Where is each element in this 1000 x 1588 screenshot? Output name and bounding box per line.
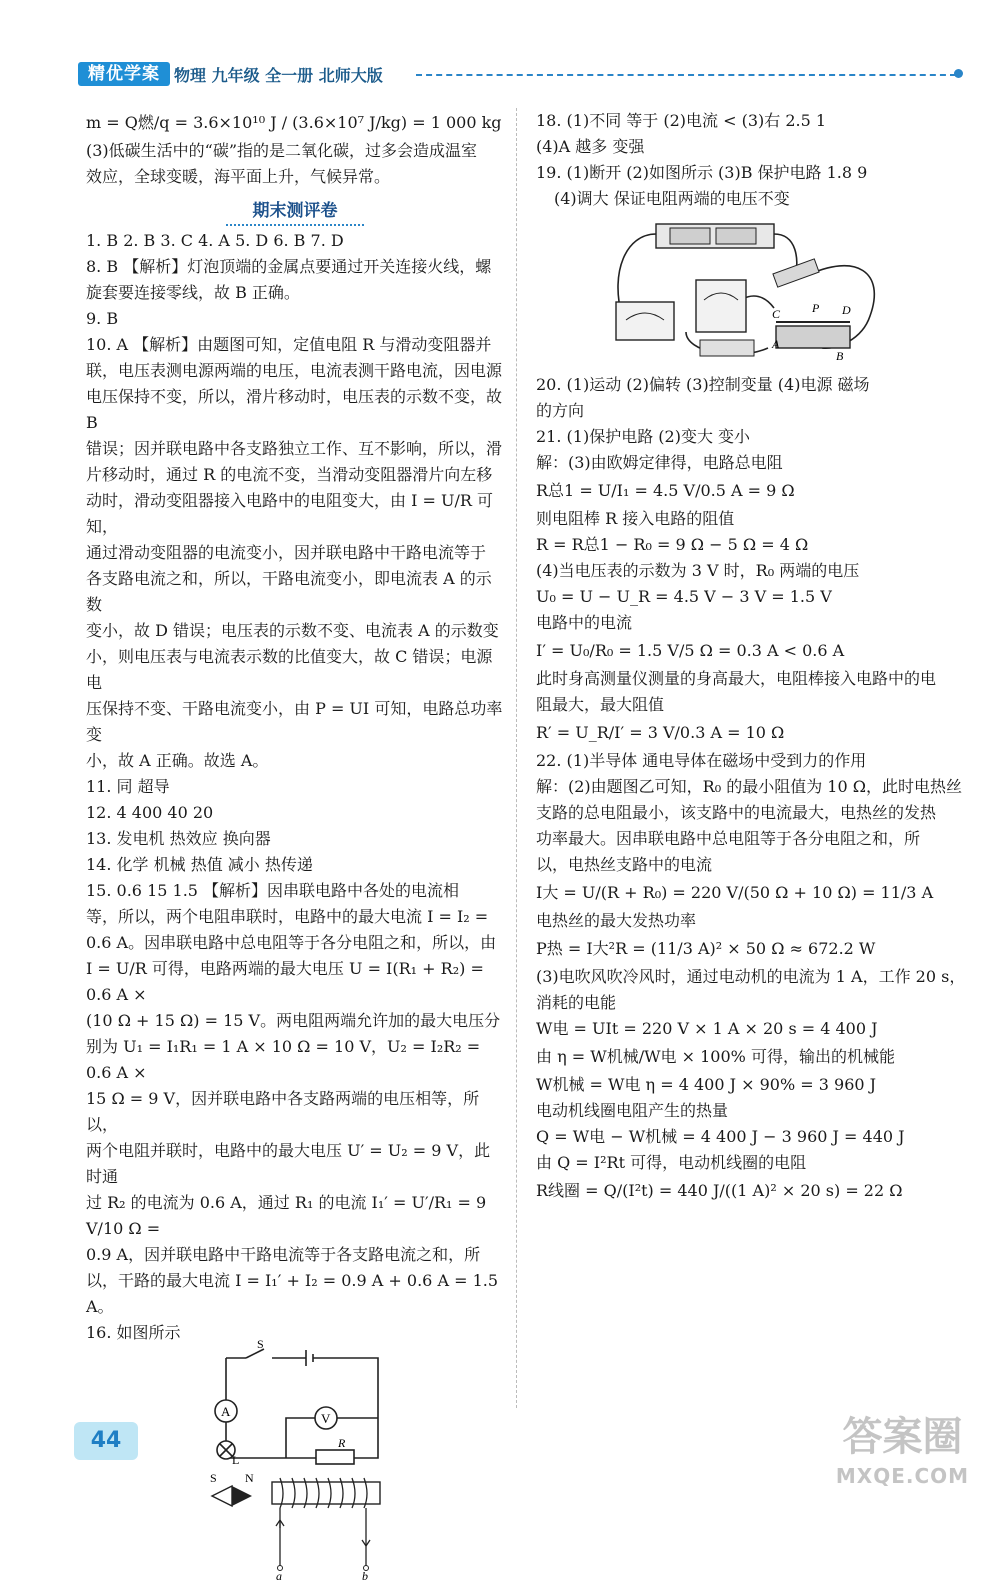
answer-line: 别为 U₁ = I₁R₁ = 1 A × 10 Ω = 10 V，U₂ = I₂R₂ = 0.6 A × <box>86 1037 481 1082</box>
answer-line: 旋套要连接零线，故 B 正确。 <box>86 283 300 302</box>
answer-line: m = Q燃/q = 3.6×10¹⁰ J / (3.6×10⁷ J/kg) = 1 000 kg <box>86 113 502 132</box>
answer-line: 片移动时，通过 R 的电流不变，当滑动变阻器滑片向左移 <box>86 465 493 484</box>
answer-line: R = R总1 − R₀ = 9 Ω − 5 Ω = 4 Ω <box>536 535 809 554</box>
answer-line: (4)调大 保证电阻两端的电压不变 <box>554 189 790 208</box>
answer-line: 由 Q = I²Rt 可得，电动机线圈的电阻 <box>536 1153 807 1172</box>
circuit-19-svg <box>536 212 966 372</box>
answer-line: 11. 同 超导 <box>86 777 170 796</box>
answer-line: (3)电吹风吹冷风时，通过电动机的电流为 1 A，工作 20 s， <box>536 967 966 986</box>
answer-line: 变小，故 D 错误；电压表的示数不变、电流表 A 的示数变 <box>86 621 499 640</box>
answer-line: 小，则电压表与电流表示数的比值变大，故 C 错误；电源电 <box>86 647 493 692</box>
answer-line: 22. (1)半导体 通电导体在磁场中受到力的作用 <box>536 751 867 770</box>
answer-line: R总1 = U/I₁ = 4.5 V/0.5 A = 9 Ω <box>536 481 795 500</box>
answer-line: 13. 发电机 热效应 换向器 <box>86 829 271 848</box>
answer-line: 电动机线圈电阻产生的热量 <box>536 1101 729 1120</box>
section-title: 期末测评卷 <box>86 198 504 224</box>
answer-line: 两个电阻并联时，电路中的最大电压 U′ = U₂ = 9 V，此时通 <box>86 1141 491 1186</box>
answer-line: 15. 0.6 15 1.5 【解析】因串联电路中各处的电流相 <box>86 881 460 900</box>
answer-line: (3)低碳生活中的“碳”指的是二氧化碳，过多会造成温室 <box>86 141 478 160</box>
ammeter-label: A <box>221 1404 231 1419</box>
answer-line: 12. 4 400 40 20 <box>86 803 214 822</box>
answer-line: R′ = U_R/I′ = 3 V/0.3 A = 10 Ω <box>536 723 785 742</box>
answer-line: 电路中的电流 <box>536 613 633 632</box>
answer-line: 压保持不变、干路电流变小，由 P = UI 可知，电路总功率变 <box>86 699 503 744</box>
answer-line: 0.6 A。因串联电路中总电阻等于各分电阻之和，所以，由 <box>86 933 497 952</box>
rheostat-c-label: C <box>772 307 781 321</box>
voltmeter-label: V <box>321 1411 331 1426</box>
answer-line: 15 Ω = 9 V，因并联电路中各支路两端的电压相等，所以， <box>86 1089 480 1134</box>
lamp-label: L <box>232 1453 240 1467</box>
watermark <box>820 1410 985 1508</box>
answer-line: 等，所以，两个电阻串联时，电路中的最大电流 I = I₂ = <box>86 907 489 926</box>
answer-line: 10. A 【解析】由题图可知，定值电阻 R 与滑动变阻器并 <box>86 335 492 354</box>
page-header <box>70 60 970 90</box>
answer-line: 各支路电流之和，所以，干路电流变小，即电流表 A 的示数 <box>86 569 492 614</box>
answer-line: (4)A 越多 变强 <box>536 137 645 156</box>
watermark-logo-text: 答案圈 <box>842 1414 963 1460</box>
answer-line: 1. B 2. B 3. C 4. A 5. D 6. B 7. D <box>86 231 344 250</box>
page-number: 44 <box>74 1422 138 1460</box>
compass-s-label: S <box>210 1471 217 1485</box>
circuit-photo-19 <box>536 212 966 372</box>
circuit-diagram-16 <box>86 1337 504 1467</box>
answer-line: 通过滑动变阻器的电流变小，因并联电路中干路电流等于 <box>86 543 487 562</box>
answer-line: 解：(3)由欧姆定律得，电路总电阻 <box>536 453 783 472</box>
answer-line: 功率最大。因串联电路中总电阻等于各分电阻之和，所 <box>536 829 921 848</box>
header-dot <box>954 69 963 78</box>
answer-line: 则电阻棒 R 接入电路的阻值 <box>536 509 735 528</box>
rheostat-d-label: D <box>842 303 851 317</box>
answer-line: 由 η = W机械/W电 × 100% 可得，输出的机械能 <box>536 1047 895 1066</box>
answer-line: 解：(2)由题图乙可知，R₀ 的最小阻值为 10 Ω，此时电热丝 <box>536 777 963 796</box>
answer-line: U₀ = U − U_R = 4.5 V − 3 V = 1.5 V <box>536 587 832 606</box>
answer-line: 的方向 <box>536 401 585 420</box>
answer-line: 小，故 A 正确。故选 A。 <box>86 751 269 770</box>
answer-line: P热 = I大²R = (11/3 A)² × 50 Ω ≈ 672.2 W <box>536 939 876 958</box>
answer-line: 效应，全球变暖，海平面上升，气候异常。 <box>86 167 391 186</box>
answer-line: 以，电热丝支路中的电流 <box>536 855 713 874</box>
resistor-label: R <box>338 1436 346 1450</box>
answer-line: 0.9 A，因并联电路中干路电流等于各支路电流之和，所 <box>86 1245 481 1264</box>
answer-line: 8. B 【解析】灯泡顶端的金属点要通过开关连接火线，螺 <box>86 257 492 276</box>
answer-line: 21. (1)保护电路 (2)变大 变小 <box>536 427 751 446</box>
answer-line: 18. (1)不同 等于 (2)电流 < (3)右 2.5 1 <box>536 111 827 130</box>
electromagnet-diagram-17 <box>86 1470 504 1583</box>
answer-line: 联，电压表测电源两端的电压，电流表测干路电流，因电源 <box>86 361 503 380</box>
electromagnet-17-svg <box>86 1470 504 1583</box>
answer-line: 错误；因并联电路中各支路独立工作、互不影响，所以，滑 <box>86 439 503 458</box>
answer-line: 支路的总电阻最小，该支路中的电流最大，电热丝的发热 <box>536 803 937 822</box>
answer-line: 16. 如图所示 <box>86 1323 181 1342</box>
compass-n-label: N <box>245 1471 254 1485</box>
answer-line: 电热丝的最大发热功率 <box>536 911 697 930</box>
answer-line: R线圈 = Q/(I²t) = 440 J/((1 A)² × 20 s) = 22 Ω <box>536 1181 903 1200</box>
watermark-url: MXQE.COM <box>835 1464 970 1488</box>
answer-line: 过 R₂ 的电流为 0.6 A，通过 R₁ 的电流 I₁′ = U′/R₁ = 9 V/10 Ω = <box>86 1193 487 1238</box>
right-column <box>536 108 966 1206</box>
answer-line: 以，干路的最大电流 I = I₁′ + I₂ = 0.9 A + 0.6 A = 1.5 A。 <box>86 1271 499 1316</box>
answer-line: 此时身高测量仪测量的身高最大，电阻棒接入电路中的电 <box>536 669 937 688</box>
answer-line: I = U/R 可得，电路两端的最大电压 U = I(R₁ + R₂) = 0.6 A × <box>86 959 484 1004</box>
answer-line: I大 = U/(R + R₀) = 220 V/(50 Ω + 10 Ω) = 11/3 A <box>536 883 934 902</box>
answer-line: 电压保持不变，所以，滑片移动时，电压表的示数不变，故 B <box>86 387 503 432</box>
answer-line: (10 Ω + 15 Ω) = 15 V。两电阻两端允许加的最大电压分 <box>86 1011 501 1030</box>
brand-logo: 精优学案 <box>78 62 170 86</box>
answer-line: I′ = U₀/R₀ = 1.5 V/5 Ω = 0.3 A < 0.6 A <box>536 641 845 660</box>
answer-line: 阻最大，最大阻值 <box>536 695 665 714</box>
book-subject: 物理 九年级 全一册 北师大版 <box>174 66 383 85</box>
terminal-a-label: a <box>276 1569 282 1583</box>
rheostat-p-label: P <box>812 301 820 315</box>
answer-line: 14. 化学 机械 热值 减小 热传递 <box>86 855 313 874</box>
answer-line: 消耗的电能 <box>536 993 617 1012</box>
answer-line: 9. B <box>86 309 119 328</box>
rheostat-a-label: A <box>772 337 780 351</box>
answer-line: 19. (1)断开 (2)如图所示 (3)B 保护电路 1.8 9 <box>536 163 868 182</box>
left-column <box>86 108 504 1583</box>
switch-label: S <box>257 1337 264 1351</box>
answer-line: 动时，滑动变阻器接入电路中的电阻变大，由 I = U/R 可知， <box>86 491 493 536</box>
column-divider <box>516 108 517 1408</box>
answer-line: W机械 = W电 η = 4 400 J × 90% = 3 960 J <box>536 1075 877 1094</box>
answer-line: (4)当电压表的示数为 3 V 时，R₀ 两端的电压 <box>536 561 860 580</box>
answer-line: 20. (1)运动 (2)偏转 (3)控制变量 (4)电源 磁场 <box>536 375 870 394</box>
answer-line: W电 = UIt = 220 V × 1 A × 20 s = 4 400 J <box>536 1019 878 1038</box>
answer-line: Q = W电 − W机械 = 4 400 J − 3 960 J = 440 J <box>536 1127 905 1146</box>
header-rule <box>416 74 956 76</box>
rheostat-b-label: B <box>836 349 844 363</box>
circuit-16-svg <box>86 1337 504 1467</box>
terminal-b-label: b <box>362 1569 368 1583</box>
